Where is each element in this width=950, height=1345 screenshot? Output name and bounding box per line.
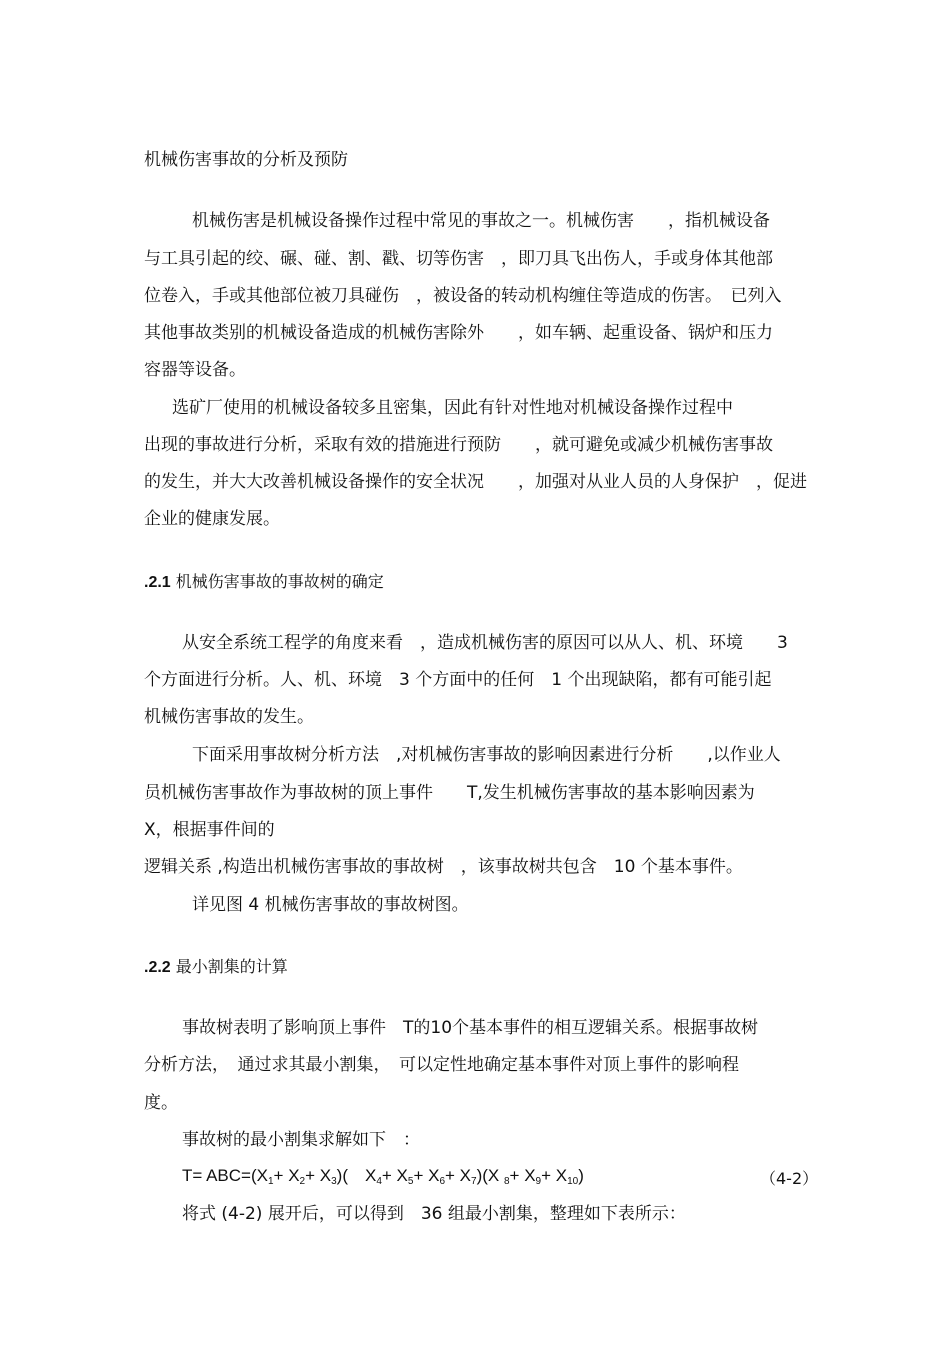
equation-number: （4-2） <box>760 1169 819 1188</box>
formula-part: + X <box>509 1166 536 1185</box>
section-number: .2.2 <box>144 959 171 976</box>
para2-line-3: 的发生，并大大改善机械设备操作的安全状况 ，加强对从业人员的人身保护 ，促进 <box>144 472 807 492</box>
s2p1-line-2: 分析方法， 通过求其最小割集， 可以定性地确定基本事件对顶上事件的影响程 <box>144 1055 739 1075</box>
formula-part: )(X <box>476 1166 504 1185</box>
s1p1-line-2: 个方面进行分析。人、机、环境 3 个方面中的任何 1 个出现缺陷，都有可能引起 <box>144 670 772 690</box>
section-number: .2.1 <box>144 574 171 591</box>
formula-part: ) <box>578 1166 584 1185</box>
s1p2-line-2: 员机械伤害事故作为事故树的顶上事件 T,发生机械伤害事故的基本影响因素为 <box>144 783 755 803</box>
formula-subscript: 9 <box>535 1176 542 1187</box>
formula-subscript: 4 <box>376 1176 382 1187</box>
section-heading-2-2 <box>144 957 288 978</box>
s1p1-line-3: 机械伤害事故的发生。 <box>144 707 314 727</box>
intro-line-3: 位卷入，手或其他部位被刀具碰伤 ，被设备的转动机构缠住等造成的伤害。 已列入 <box>144 286 782 306</box>
formula-part: + X <box>541 1166 568 1185</box>
s2p1-line-1: 事故树表明了影响顶上事件 T的10个基本事件的相互逻辑关系。根据事故树 <box>182 1018 759 1038</box>
equation-4-2 <box>182 1166 584 1192</box>
formula-part: + X <box>305 1166 332 1185</box>
formula-subscript: 5 <box>407 1176 414 1187</box>
intro-line-2: 与工具引起的绞、碾、碰、割、戳、切等伤害 ，即刀具飞出伤人，手或身体其他部 <box>144 249 773 269</box>
formula-part: + X <box>413 1166 440 1185</box>
min-cut-set-intro: 事故树的最小割集求解如下 ： <box>182 1130 420 1150</box>
formula-part: + X <box>273 1166 300 1185</box>
s1p2-line-3: X，根据事件间的 <box>144 820 275 840</box>
formula-subscript: 1 <box>267 1176 274 1187</box>
para2-line-4: 企业的健康发展。 <box>144 509 280 529</box>
s1p2-line-1: 下面采用事故树分析方法 ,对机械伤害事故的影响因素进行分析 ,以作业人 <box>192 745 781 765</box>
formula-subscript: 10 <box>567 1176 579 1187</box>
section-title: 机械伤害事故的事故树的确定 <box>175 572 384 591</box>
intro-line-4: 其他事故类别的机械设备造成的机械伤害除外 ，如车辆、起重设备、锅炉和压力 <box>144 323 773 343</box>
section-heading-2-1 <box>144 572 384 593</box>
formula-subscript: 2 <box>299 1176 306 1187</box>
formula-subscript: 8 <box>503 1176 510 1187</box>
s2p1-line-3: 度。 <box>144 1093 178 1113</box>
s1p2-line-4: 逻辑关系 ,构造出机械伤害事故的事故树 ，该事故树共包含 10 个基本事件。 <box>144 857 743 877</box>
formula-part: T= ABC=(X <box>182 1166 268 1185</box>
para2-line-2: 出现的事故进行分析，采取有效的措施进行预防 ，就可避免或减少机械伤害事故 <box>144 435 773 455</box>
formula-subscript: 3 <box>331 1176 337 1187</box>
formula-part: )( X <box>336 1166 377 1185</box>
document-title: 机械伤害事故的分析及预防 <box>144 150 348 170</box>
formula-part: + X <box>445 1166 472 1185</box>
section-title: 最小割集的计算 <box>175 957 288 976</box>
figure-reference: 详见图 4 机械伤害事故的事故树图。 <box>192 895 469 915</box>
formula-part: + X <box>381 1166 408 1185</box>
intro-line-5: 容器等设备。 <box>144 360 246 380</box>
formula-subscript: 6 <box>439 1176 446 1187</box>
intro-line-1: 机械伤害是机械设备操作过程中常见的事故之一。机械伤害 ，指机械设备 <box>192 211 770 231</box>
s1p1-line-1: 从安全系统工程学的角度来看 ，造成机械伤害的原因可以从人、机、环境 3 <box>182 633 788 653</box>
para2-line-1: 选矿厂使用的机械设备较多且密集，因此有针对性地对机械设备操作过程中 <box>172 398 733 418</box>
expansion-note: 将式 (4-2) 展开后，可以得到 36 组最小割集，整理如下表所示： <box>182 1204 686 1224</box>
formula-subscript: 7 <box>471 1176 477 1187</box>
